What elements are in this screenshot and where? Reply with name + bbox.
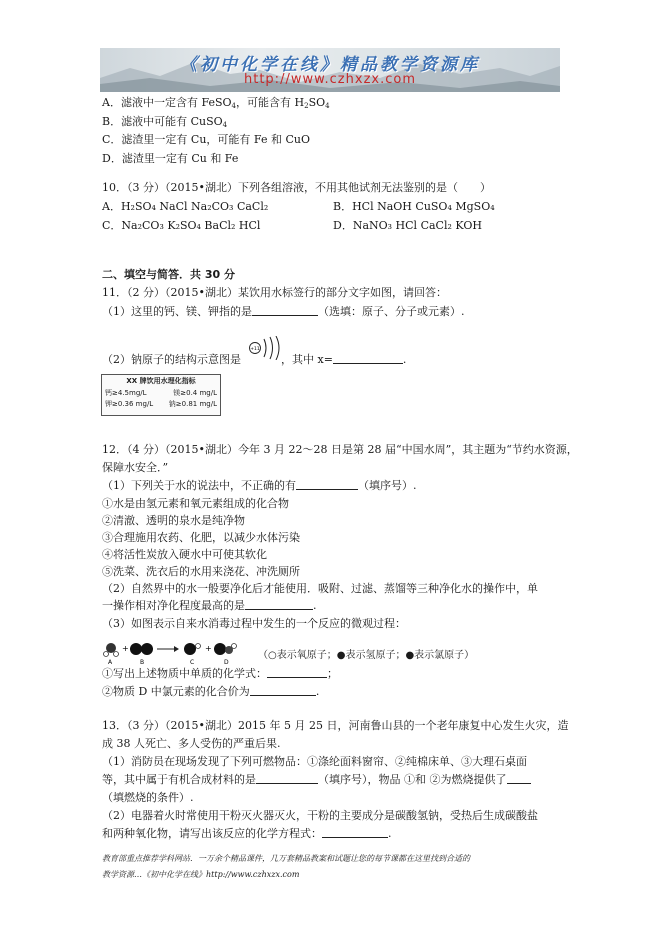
svg-text:+: + bbox=[205, 644, 212, 653]
q10-option-a: A．H₂SO₄ NaCl Na₂CO₃ CaCl₂ bbox=[102, 200, 269, 213]
molecule-reaction-diagram bbox=[102, 639, 268, 665]
q12-part2-line1: （2）自然界中的水一般要净化后才能使用．吸附、过滤、蒸馏等三种净化水的操作中，单 bbox=[102, 582, 538, 595]
footer-line2: 教学资源…《初中化学在线》http://www.czhxzx.com bbox=[102, 870, 300, 879]
answer-blank[interactable] bbox=[256, 773, 318, 784]
q12-item-2: ②清澈、透明的泉水是纯净物 bbox=[102, 514, 245, 527]
q11-part1: （1）这里的钙、镁、钾指的是 （选填：原子、分子或元素）. bbox=[102, 305, 465, 318]
answer-blank[interactable] bbox=[507, 773, 531, 784]
q10-option-d: D．NaNO₃ HCl CaCl₂ KOH bbox=[333, 219, 482, 232]
q12-legend: （○表示氧原子；●表示氢原子；●表示氯原子） bbox=[258, 650, 475, 661]
q13-stem-line1: 13．（3 分）（2015•湖北）2015 年 5 月 25 日，河南鲁山县的一个老年康复中心发生火灾，造 bbox=[102, 719, 569, 732]
footer-line1: 教育部重点推荐学科网站．一万余个精品课件，几万套精品教案和试题让您的每节课都在这里找到合适的 bbox=[102, 854, 470, 863]
q10-option-b: B．HCl NaOH CuSO₄ MgSO₄ bbox=[333, 200, 495, 213]
answer-blank[interactable] bbox=[267, 667, 327, 678]
q12-stem-line2: 保障水安全．” bbox=[102, 461, 169, 474]
q13-part2-line2: 和两种氧化物，请写出该反应的化学方程式： . bbox=[102, 827, 392, 840]
answer-blank[interactable] bbox=[252, 305, 318, 316]
q13-part1-line3: （填燃烧的条件）. bbox=[102, 791, 194, 804]
q12-stem-line1: 12．（4 分）（2015•湖北）今年 3 月 22～28 日是第 28 届“中国水周”，其主题为“节约水资源， bbox=[102, 443, 578, 456]
banner-title: 《初中化学在线》精品教学资源库 bbox=[180, 55, 480, 75]
q9-option-b: B．滤液中可能有 CuSO$_4$ bbox=[102, 115, 228, 129]
mol-label-b: B bbox=[140, 659, 145, 665]
label-sodium: 钠≥0.81 mg/L bbox=[168, 400, 217, 408]
answer-blank[interactable] bbox=[296, 479, 358, 490]
mol-label-d: D bbox=[224, 659, 229, 665]
q13-part1-line2: 等，其中属于有机合成材料的是 （填序号），物品 ①和 ②为燃烧提供了 bbox=[102, 773, 531, 787]
answer-blank[interactable] bbox=[333, 353, 403, 364]
q13-stem-line2: 成 38 人死亡、多人受伤的严重后果. bbox=[102, 737, 281, 750]
answer-blank[interactable] bbox=[322, 827, 388, 838]
section-heading: 二、填空与简答．共 30 分 bbox=[102, 268, 235, 281]
q9-option-a: A．滤液中一定含有 FeSO$_4$，可能含有 $H_2SO_4$ bbox=[102, 96, 330, 110]
q11-part2: （2）钠原子的结构示意图是 ，其中 x= . bbox=[102, 353, 407, 366]
q12-item-4: ④将活性炭放入硬水中可使其软化 bbox=[102, 548, 267, 561]
q13-part2-line1: （2）电器着火时常使用干粉灭火器灭火，干粉的主要成分是碳酸氢钠，受热后生成碳酸盐 bbox=[102, 809, 538, 822]
mol-label-a: A bbox=[108, 659, 113, 665]
q9-option-c: C．滤渣里一定有 Cu，可能有 Fe 和 CuO bbox=[102, 133, 310, 146]
q12-part1: （1）下列关于水的说法中，不正确的有 （填序号）. bbox=[102, 479, 417, 492]
q12-part2-line2: 一操作相对净化程度最高的是 . bbox=[102, 599, 317, 612]
mol-label-c: C bbox=[190, 659, 195, 665]
header-banner bbox=[100, 48, 560, 92]
label-potassium: 钾≥0.36 mg/L bbox=[105, 400, 154, 408]
q12-item-3: ③合理施用农药、化肥，以减少水体污染 bbox=[102, 531, 300, 544]
atom-nucleus-label: +11 bbox=[250, 347, 260, 352]
svg-text:+: + bbox=[122, 644, 129, 653]
q12-sub1: ①写出上述物质中单质的化学式： ； bbox=[102, 667, 338, 680]
q10-option-c: C．Na₂CO₃ K₂SO₄ BaCl₂ HCl bbox=[102, 219, 261, 232]
answer-blank[interactable] bbox=[245, 599, 313, 610]
q11-stem: 11．（2 分）（2015•湖北）某饮用水标签行的部分文字如图，请回答： bbox=[102, 286, 447, 299]
label-magnesium: 镁≥0.4 mg/L bbox=[173, 389, 217, 397]
q13-part1-line1: （1）消防员在现场发现了下列可燃物品：①涤纶面料窗帘、②纯棉床单、③大理石桌面 bbox=[102, 755, 527, 768]
label-calcium: 钙≥4.5mg/L bbox=[105, 389, 147, 397]
q12-item-1: ①水是由氢元素和氧元素组成的化合物 bbox=[102, 497, 289, 510]
answer-blank[interactable] bbox=[250, 685, 316, 696]
banner-url[interactable]: http://www.czhxzx.com bbox=[244, 72, 416, 87]
q9-option-d: D．滤渣里一定有 Cu 和 Fe bbox=[102, 152, 239, 165]
label-title: XX 牌饮用水理化指标 bbox=[126, 377, 196, 385]
q10-stem: 10．（3 分）（2015•湖北）下列各组溶液，不用其他试剂无法鉴别的是（ ） bbox=[102, 181, 491, 194]
q12-part3: （3）如图表示自来水消毒过程中发生的一个反应的微观过程： bbox=[102, 617, 406, 630]
q12-sub2: ②物质 D 中氯元素的化合价为 . bbox=[102, 685, 320, 698]
water-label-image bbox=[101, 374, 221, 416]
q12-item-5: ⑤洗菜、洗衣后的水用来浇花、冲洗厕所 bbox=[102, 565, 300, 578]
